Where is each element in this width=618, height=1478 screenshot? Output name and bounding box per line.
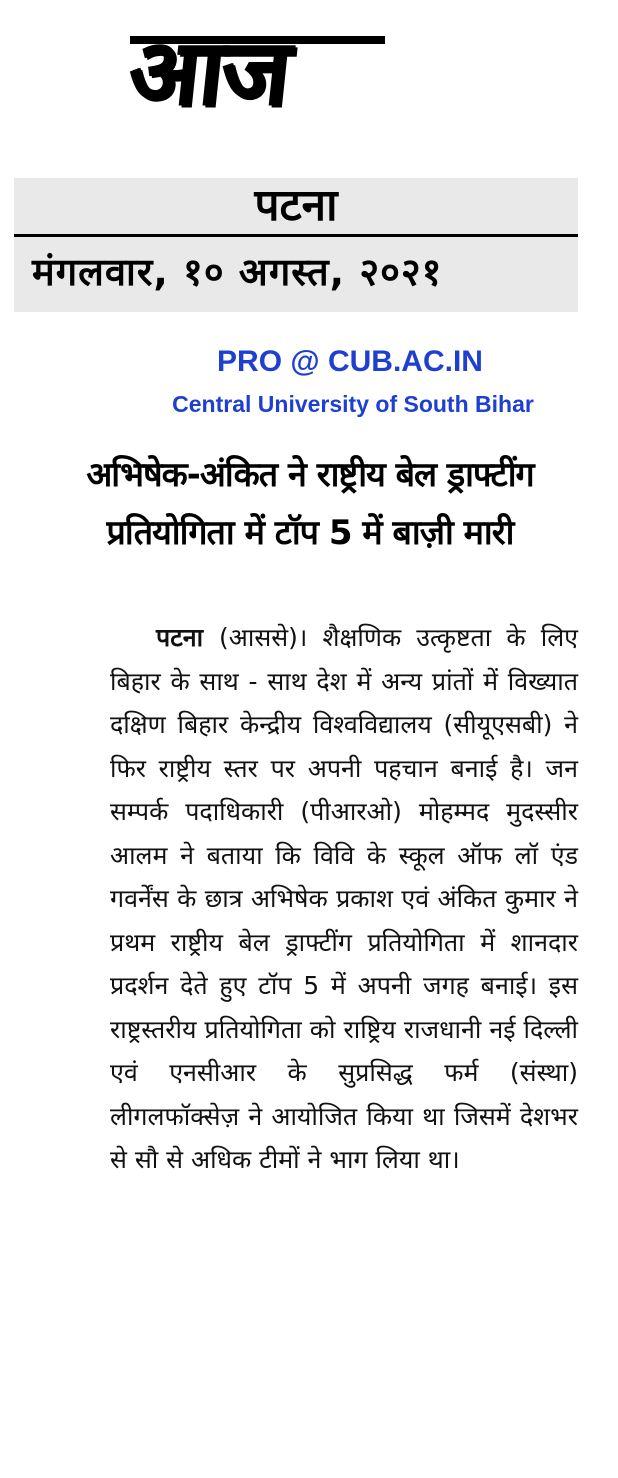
dateline-box (14, 178, 578, 312)
edition-date: मंगलवार, १० अगस्त, २०२१ (32, 250, 443, 294)
article-text: (आससे)। शैक्षणिक उत्कृष्टता के लिए बिहार के साथ - साथ देश में अन्य प्रांतों में विख्यात दक्षिण बिहार केन्द्रीय विश्वविद्यालय (सीयूएसबी) ने फिर राष्ट्रीय स्तर पर अपनी पहचान बनाई है। जन सम्पर्क पदाधिकारी (पीआरओ) मोहम्मद मुदस्सीर आलम ने बताया कि विवि के स्कूल ऑफ लॉ एंड गवर्नेंस के छात्र अभिषेक प्रकाश एवं अंकित कुमार ने प्रथम राष्ट्रीय बेल ड्राफ्टींग प्रतियोगिता में शानदार प्रदर्शन देते हुए टॉप 5 में अपनी जगह बनाई। इस राष्ट्रस्तरीय प्रतियोगिता को राष्ट्रिय राजधानी नई दिल्ली एवं एनसीआर के सुप्रसिद्ध फर्म (संस्था) लीगलफॉक्सेज़ ने आयोजित किया था जिसमें देशभर से सौ से अधिक टीमों ने भाग लिया था। (110, 623, 578, 1174)
newspaper-masthead (124, 18, 430, 132)
dateline-divider (14, 234, 578, 237)
article-body (110, 616, 578, 1182)
headline-line-1: अभिषेक-अंकित ने राष्ट्रीय बेल ड्राफ्टींग (86, 455, 534, 495)
edition-city: पटना (254, 180, 338, 231)
article-dateline: पटना (156, 623, 220, 652)
newspaper-title: आज (124, 18, 294, 126)
university-name: Central University of South Bihar (172, 391, 534, 417)
pro-contact: PRO @ CUB.AC.IN (217, 345, 483, 378)
headline-line-2: प्रतियोगिता में टॉप 5 में बाज़ी मारी (106, 513, 514, 553)
article-headline (20, 446, 600, 562)
